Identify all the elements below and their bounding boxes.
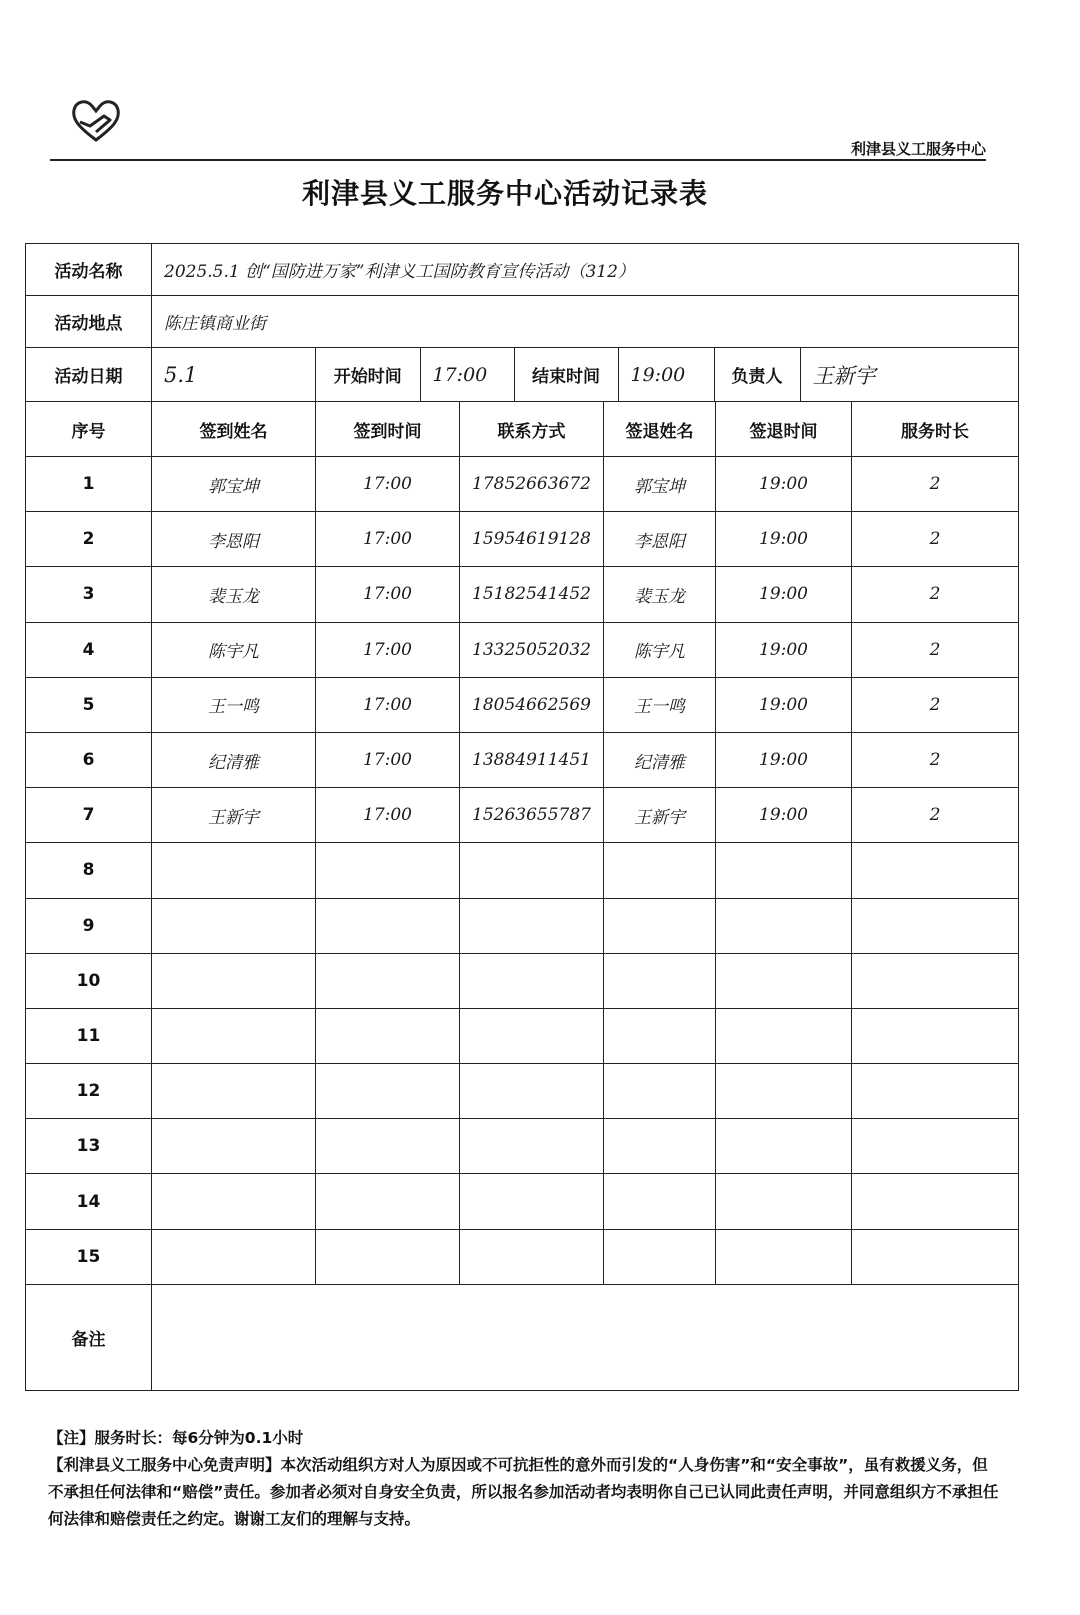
signout-time[interactable] <box>716 1064 852 1119</box>
signout-name[interactable]: 王新宇 <box>604 788 716 843</box>
col-header-contact: 联系方式 <box>460 402 604 457</box>
col-header-signout-time: 签退时间 <box>716 402 852 457</box>
signin-time[interactable]: 17:00 <box>316 622 460 677</box>
table-row <box>26 843 1019 898</box>
contact-phone[interactable] <box>460 1008 604 1063</box>
contact-phone[interactable] <box>460 953 604 1008</box>
activity-location-label: 活动地点 <box>26 296 152 348</box>
signin-name[interactable]: 李恩阳 <box>152 512 316 567</box>
row-number: 13 <box>26 1119 152 1174</box>
contact-phone[interactable]: 13325052032 <box>460 622 604 677</box>
signin-name[interactable]: 陈宇凡 <box>152 622 316 677</box>
col-header-no: 序号 <box>26 402 152 457</box>
signout-time[interactable] <box>716 843 852 898</box>
row-number: 9 <box>26 898 152 953</box>
disclaimer-text: 【利津县义工服务中心免责声明】本次活动组织方对人为原因或不可抗拒性的意外而引发的“人身伤害”和“安全事故”，虽有救援义务，但不承担任何法律和“赔偿”责任。参加者必须对自身安全负责，所以报名参加活动者均表明你自己已认同此责任声明，并同意组织方不承担任何法律和赔偿责任之约定。谢谢工友们的理解与支持。 <box>48 1456 999 1528</box>
signout-time[interactable]: 19:00 <box>716 622 852 677</box>
service-hours[interactable]: 2 <box>852 677 1019 732</box>
signin-time[interactable]: 17:00 <box>316 677 460 732</box>
signin-time[interactable] <box>316 1229 460 1284</box>
signout-name[interactable]: 纪清雅 <box>604 732 716 787</box>
row-number: 4 <box>26 622 152 677</box>
signout-name[interactable] <box>604 1119 716 1174</box>
activity-name-label: 活动名称 <box>26 244 152 296</box>
activity-name-row <box>26 244 1019 296</box>
header-rule <box>50 159 986 161</box>
signout-name[interactable] <box>604 1008 716 1063</box>
table-row <box>26 1064 1019 1119</box>
signout-time[interactable] <box>716 898 852 953</box>
remarks-label: 备注 <box>26 1284 152 1390</box>
start-time-label: 开始时间 <box>316 348 420 401</box>
signin-name[interactable]: 纪清雅 <box>152 732 316 787</box>
col-header-signin-time: 签到时间 <box>316 402 460 457</box>
signin-time[interactable] <box>316 843 460 898</box>
service-hours[interactable]: 2 <box>852 788 1019 843</box>
contact-phone[interactable] <box>460 1174 604 1229</box>
signin-time[interactable]: 17:00 <box>316 457 460 512</box>
contact-phone[interactable] <box>460 898 604 953</box>
service-hours[interactable]: 2 <box>852 567 1019 622</box>
heart-hand-logo <box>70 96 122 144</box>
signin-time[interactable] <box>316 1119 460 1174</box>
signout-time[interactable] <box>716 1119 852 1174</box>
contact-phone[interactable] <box>460 1229 604 1284</box>
table-row <box>26 1008 1019 1063</box>
signout-time[interactable] <box>716 1174 852 1229</box>
org-name-header: 利津县义工服务中心 <box>850 140 986 158</box>
service-hours[interactable]: 2 <box>852 512 1019 567</box>
service-hours[interactable]: 2 <box>852 732 1019 787</box>
contact-phone[interactable]: 18054662569 <box>460 677 604 732</box>
contact-phone[interactable]: 15263655787 <box>460 788 604 843</box>
date-value[interactable]: 5.1 <box>164 362 198 387</box>
signout-name[interactable] <box>604 1064 716 1119</box>
signin-time[interactable] <box>316 953 460 1008</box>
signout-name[interactable]: 陈宇凡 <box>604 622 716 677</box>
signout-name[interactable]: 李恩阳 <box>604 512 716 567</box>
end-time-value[interactable]: 19:00 <box>618 348 714 401</box>
activity-location-value[interactable]: 陈庄镇商业街 <box>152 296 1019 348</box>
row-number: 3 <box>26 567 152 622</box>
signout-time[interactable] <box>716 953 852 1008</box>
row-number: 10 <box>26 953 152 1008</box>
signout-name[interactable]: 郭宝坤 <box>604 457 716 512</box>
activity-record-table <box>25 243 1019 1391</box>
signin-name[interactable]: 郭宝坤 <box>152 457 316 512</box>
signin-time[interactable] <box>316 1008 460 1063</box>
signout-name[interactable] <box>604 898 716 953</box>
table-row <box>26 622 1019 677</box>
row-number: 11 <box>26 1008 152 1063</box>
signin-name[interactable] <box>152 1064 316 1119</box>
table-row <box>26 1174 1019 1229</box>
col-header-service-hours: 服务时长 <box>852 402 1019 457</box>
service-hours[interactable] <box>852 898 1019 953</box>
activity-date-label: 活动日期 <box>26 348 152 402</box>
table-row <box>26 788 1019 843</box>
remarks-value[interactable] <box>152 1284 1019 1390</box>
contact-phone[interactable]: 17852663672 <box>460 457 604 512</box>
column-header-row <box>26 402 1019 457</box>
end-time-label: 结束时间 <box>514 348 618 401</box>
signin-name[interactable] <box>152 843 316 898</box>
signout-time[interactable]: 19:00 <box>716 567 852 622</box>
remarks-row <box>26 1284 1019 1390</box>
signout-time[interactable]: 19:00 <box>716 788 852 843</box>
signin-name[interactable]: 王新宇 <box>152 788 316 843</box>
row-number: 12 <box>26 1064 152 1119</box>
service-hours[interactable] <box>852 1174 1019 1229</box>
signout-name[interactable] <box>604 1174 716 1229</box>
service-hours[interactable] <box>852 1119 1019 1174</box>
service-hours[interactable] <box>852 843 1019 898</box>
signin-time[interactable] <box>316 1064 460 1119</box>
signin-name[interactable] <box>152 1174 316 1229</box>
signout-time[interactable]: 19:00 <box>716 512 852 567</box>
table-row <box>26 1229 1019 1284</box>
date-subrow <box>164 363 315 387</box>
signout-time[interactable]: 19:00 <box>716 677 852 732</box>
contact-phone[interactable]: 13884911451 <box>460 732 604 787</box>
activity-name-value[interactable]: 2025.5.1 创“国防进万家”利津义工国防教育宣传活动（312） <box>152 244 1019 296</box>
signout-name[interactable] <box>604 1229 716 1284</box>
row-number: 15 <box>26 1229 152 1284</box>
signin-name[interactable] <box>152 1229 316 1284</box>
time-leader-subtable <box>316 348 1018 401</box>
form-title: 利津县义工服务中心活动记录表 <box>301 177 708 210</box>
contact-phone[interactable] <box>460 843 604 898</box>
start-time-value[interactable]: 17:00 <box>420 348 514 401</box>
row-number: 14 <box>26 1174 152 1229</box>
service-hours-note: 【注】服务时长：每6分钟为0.1小时 <box>48 1429 304 1447</box>
table-row <box>26 1119 1019 1174</box>
leader-label: 负责人 <box>714 348 800 401</box>
contact-phone[interactable] <box>460 1064 604 1119</box>
activity-location-row <box>26 296 1019 348</box>
volunteer-rows <box>26 457 1019 1285</box>
service-hours[interactable] <box>852 1229 1019 1284</box>
signout-time[interactable] <box>716 1008 852 1063</box>
col-header-signin-name: 签到姓名 <box>152 402 316 457</box>
signout-name[interactable] <box>604 843 716 898</box>
service-hours[interactable]: 2 <box>852 622 1019 677</box>
table-row <box>26 898 1019 953</box>
signout-name[interactable] <box>604 953 716 1008</box>
signin-name[interactable]: 王一鸣 <box>152 677 316 732</box>
signin-time[interactable]: 17:00 <box>316 512 460 567</box>
signout-time[interactable] <box>716 1229 852 1284</box>
contact-phone[interactable] <box>460 1119 604 1174</box>
signin-name[interactable] <box>152 1008 316 1063</box>
row-number: 7 <box>26 788 152 843</box>
signout-name[interactable]: 王一鸣 <box>604 677 716 732</box>
table-row <box>26 457 1019 512</box>
contact-phone[interactable]: 15954619128 <box>460 512 604 567</box>
row-number: 6 <box>26 732 152 787</box>
service-hours[interactable]: 2 <box>852 457 1019 512</box>
signin-time[interactable] <box>316 898 460 953</box>
signin-name[interactable] <box>152 1119 316 1174</box>
signout-name[interactable]: 裴玉龙 <box>604 567 716 622</box>
activity-date-row <box>26 348 1019 402</box>
signin-name[interactable] <box>152 898 316 953</box>
signin-name[interactable]: 裴玉龙 <box>152 567 316 622</box>
time-leader-cell <box>316 348 1019 402</box>
service-hours[interactable] <box>852 1008 1019 1063</box>
table-row <box>26 732 1019 787</box>
row-number: 5 <box>26 677 152 732</box>
signout-time[interactable]: 19:00 <box>716 457 852 512</box>
activity-date-value <box>152 348 316 402</box>
signin-time[interactable]: 17:00 <box>316 788 460 843</box>
row-number: 2 <box>26 512 152 567</box>
col-header-signout-name: 签退姓名 <box>604 402 716 457</box>
row-number: 1 <box>26 457 152 512</box>
contact-phone[interactable]: 15182541452 <box>460 567 604 622</box>
footer-notes <box>48 1425 1000 1533</box>
signin-time[interactable]: 17:00 <box>316 732 460 787</box>
table-row <box>26 567 1019 622</box>
signin-time[interactable] <box>316 1174 460 1229</box>
table-row <box>26 677 1019 732</box>
leader-value[interactable]: 王新宇 <box>812 363 876 388</box>
service-hours[interactable] <box>852 953 1019 1008</box>
table-row <box>26 953 1019 1008</box>
service-hours[interactable] <box>852 1064 1019 1119</box>
row-number: 8 <box>26 843 152 898</box>
signout-time[interactable]: 19:00 <box>716 732 852 787</box>
signin-time[interactable]: 17:00 <box>316 567 460 622</box>
table-row <box>26 512 1019 567</box>
signin-name[interactable] <box>152 953 316 1008</box>
